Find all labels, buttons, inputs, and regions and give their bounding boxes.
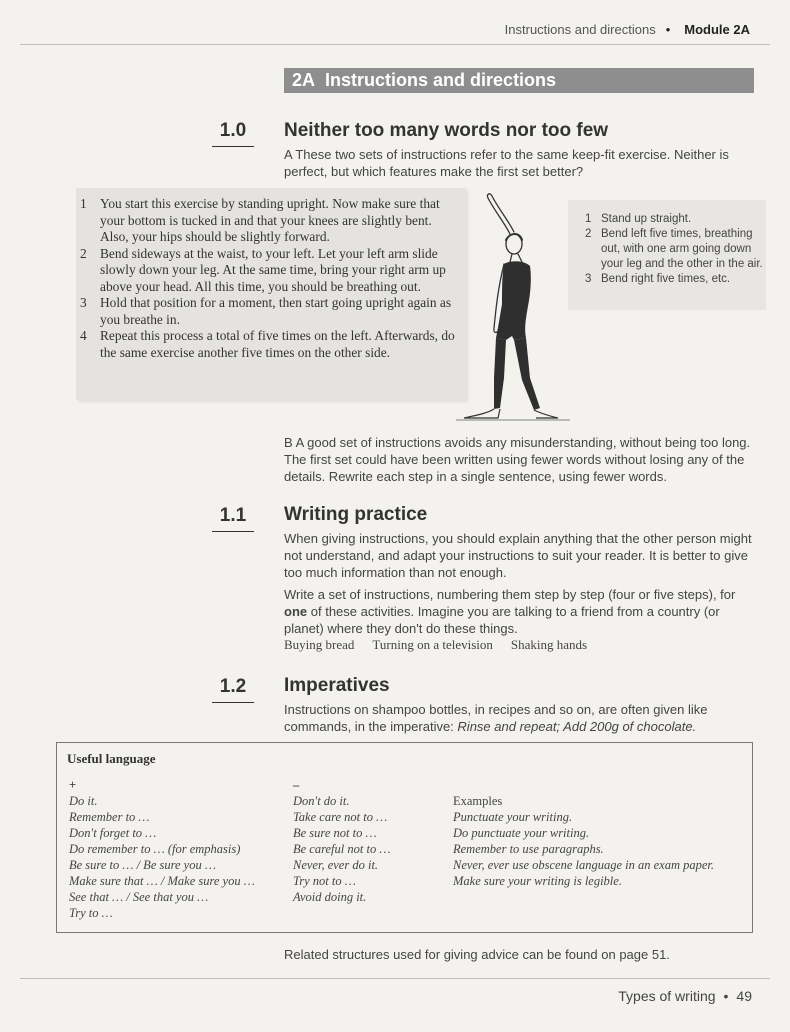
examples-column: [453, 793, 714, 889]
list-item: [80, 246, 458, 296]
imperative-examples: Rinse and repeat; Add 200g of chocolate.: [457, 719, 697, 734]
example: Make sure your writing is legible.: [453, 874, 622, 888]
phrase: Try not to …: [293, 874, 356, 888]
item-text: Bend left five times, breathing out, with one arm going down your leg and the other in the air.: [601, 228, 763, 270]
examples-header: Examples: [453, 794, 503, 808]
module-label: Module 2A: [684, 22, 750, 37]
running-head: [505, 22, 750, 37]
footer-section: Types of writing: [618, 988, 716, 1004]
list-item: [80, 196, 458, 246]
phrase: Don't forget to …: [69, 826, 157, 840]
item-text: Stand up straight.: [601, 213, 692, 225]
page-footer: [618, 988, 752, 1004]
example: Never, ever use obscene language in an exam paper.: [453, 858, 715, 872]
item-number: 1: [80, 196, 87, 211]
phrase: See that … / See that you …: [69, 890, 209, 904]
section-title-1-1: Writing practice: [284, 504, 428, 525]
item-text: Bend right five times, etc.: [601, 273, 731, 285]
banner-title: Instructions and directions: [325, 70, 557, 90]
activity-list: [284, 637, 605, 653]
phrase: Be careful not to …: [293, 842, 391, 856]
para-text: Instructions on shampoo bottles, in recipes and so on, are often given like commands, in the imperative:: [284, 702, 708, 734]
para-emphasis: one: [284, 604, 308, 619]
example: Remember to use paragraphs.: [453, 842, 604, 856]
list-item: [585, 227, 766, 272]
banner-code: 2A: [292, 70, 316, 90]
phrase: Be sure not to …: [293, 826, 377, 840]
activity-item: Buying bread: [284, 637, 355, 652]
para-text: Write a set of instructions, numbering them step by step (four or five steps), for: [284, 587, 736, 602]
section-title-1-0: Neither too many words nor too few: [284, 120, 609, 141]
item-text: You start this exercise by standing upright. Now make sure that your bottom is tucked in and that your knees are slightly bent. Also, your hips should be slightly forward.: [100, 196, 440, 244]
phrase: Avoid doing it.: [293, 890, 367, 904]
item-text: Repeat this process a total of five times on the left. Afterwards, do the same exercise another five times on the other side.: [100, 328, 455, 360]
header-rule: [20, 44, 770, 45]
list-item: [80, 328, 458, 361]
short-instructions-box: [568, 200, 766, 310]
positive-column: [69, 777, 255, 921]
activity-item: Shaking hands: [510, 637, 588, 652]
footer-rule: [20, 978, 770, 979]
related-note: Related structures used for giving advice can be found on page 51.: [284, 947, 670, 962]
list-item: [585, 212, 766, 227]
useful-language-title: Useful language: [67, 751, 156, 766]
exercise-figure-illustration: [452, 188, 572, 428]
list-item: [585, 272, 766, 287]
phrase: Do remember to … (for emphasis): [69, 842, 241, 856]
item-number: 3: [585, 273, 592, 285]
item-number: 2: [585, 228, 592, 240]
item-number: 4: [80, 328, 87, 343]
task-b-label: B: [284, 435, 293, 450]
item-text: Bend sideways at the waist, to your left. Let your left arm slide slowly down your leg. At the same time, bring your right arm up above your head. All this time, you should be breathing out.: [100, 245, 446, 294]
item-number: 2: [80, 245, 87, 261]
imperatives-text: [284, 701, 754, 735]
section-intro-1-0: [284, 146, 754, 180]
writing-practice-para-2: [284, 586, 754, 637]
long-instructions-box: [76, 188, 466, 400]
example: Do punctuate your writing.: [453, 826, 590, 840]
phrase: Don't do it.: [293, 794, 350, 808]
phrase: Take care not to …: [293, 810, 388, 824]
phrase: Make sure that … / Make sure you …: [69, 874, 255, 888]
item-number: 3: [80, 295, 87, 310]
para-text: of these activities. Imagine you are talking to a friend from a country (or planet) where they don't do these things.: [284, 604, 720, 636]
section-number-1-1: 1.1: [212, 505, 254, 532]
intro-label: A: [284, 147, 292, 162]
negative-header: –: [293, 778, 300, 792]
bullet-dot: •: [665, 22, 671, 37]
phrase: Be sure to … / Be sure you …: [69, 858, 216, 872]
section-title-1-2: Imperatives: [284, 675, 390, 696]
page-number: 49: [736, 988, 752, 1004]
section-number-1-0: 1.0: [212, 120, 254, 147]
phrase: Try to …: [69, 906, 113, 920]
example: Punctuate your writing.: [453, 810, 573, 824]
list-item: [80, 295, 458, 328]
useful-language-box: [56, 742, 753, 933]
task-b: [284, 434, 754, 485]
task-b-text: A good set of instructions avoids any misunderstanding, without being too long. The first set could have been written using fewer words without losing any of the details. Rewrite each step in a single sentence, using fewer words.: [284, 435, 751, 484]
section-number-1-2: 1.2: [212, 676, 254, 703]
phrase: Do it.: [69, 794, 98, 808]
phrase: Remember to …: [69, 810, 150, 824]
writing-practice-para-1: When giving instructions, you should explain anything that the other person might not understand, and adapt your instructions to suit your reader. It is better to give too much information than not enough.: [284, 531, 752, 580]
activity-item: Turning on a television: [372, 637, 493, 652]
chapter-banner: [284, 68, 754, 93]
bullet-dot: •: [723, 988, 729, 1004]
item-number: 1: [585, 213, 592, 225]
item-text: Hold that position for a moment, then start going upright again as you breathe in.: [100, 295, 452, 327]
intro-text: These two sets of instructions refer to the same keep-fit exercise. Neither is perfect, but which features make the first set better?: [284, 147, 729, 179]
negative-column: [293, 777, 390, 905]
positive-header: +: [69, 778, 77, 792]
phrase: Never, ever do it.: [293, 858, 379, 872]
running-title: Instructions and directions: [504, 22, 656, 37]
